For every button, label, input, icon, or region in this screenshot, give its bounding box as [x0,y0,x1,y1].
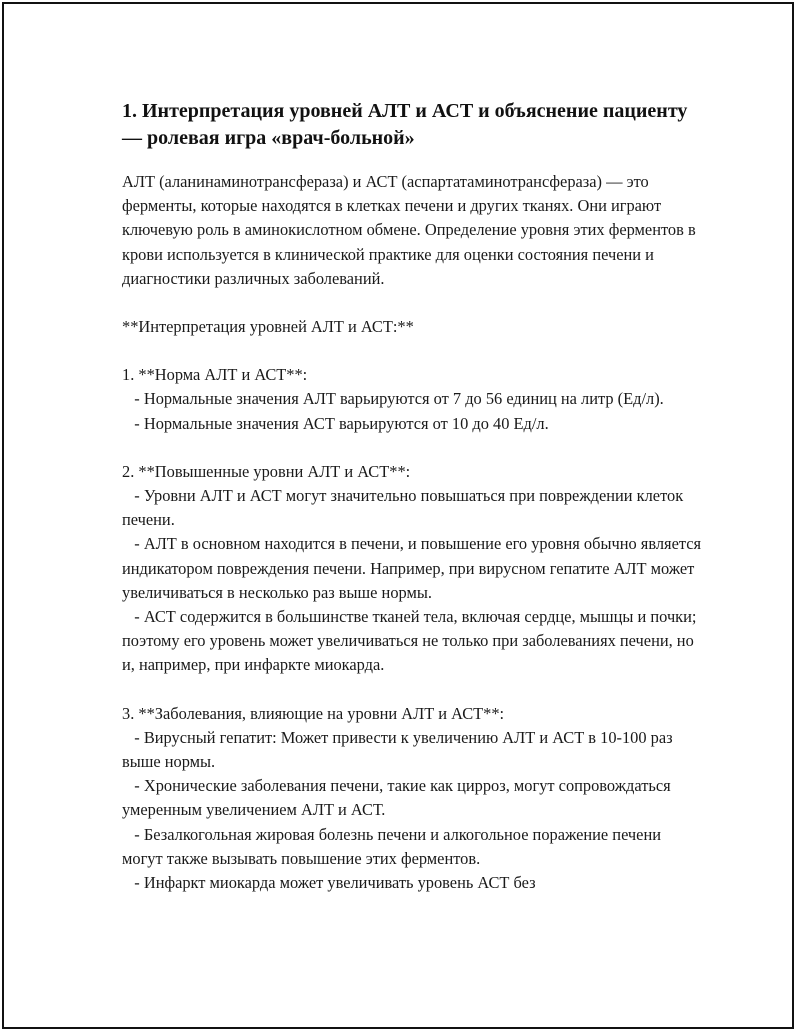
intro-paragraph: АЛТ (аланинаминотрансфераза) и АСТ (аспартатаминотрансфераза) — это ферменты, которые находятся в клетках печени и других тканях. Они играют ключевую роль в аминокислотном обмене. Определение уровня этих ферментов в крови используется в клинической практике для оценки состояния печени и диагностики различных заболеваний. [122,172,700,288]
item2-heading: 2. **Повышенные уровни АЛТ и АСТ**: [122,461,411,481]
list-item: - Нормальные значения АСТ варьируются от 10 до 40 Ед/л. [122,413,549,433]
list-item: - Уровни АЛТ и АСТ могут значительно повышаться при повреждении клеток печени. [122,486,688,530]
list-item: - АСТ содержится в большинстве тканей тела, включая сердце, мышцы и почки; поэтому его уровень может увеличиваться не только при заболеваниях печени, но и, например, при инфаркте миокарда. [122,607,701,675]
list-item: - Безалкогольная жировая болезнь печени и алкогольное поражение печени могут также вызывать повышение этих ферментов. [122,824,666,868]
list-item: - Вирусный гепатит: Может привести к увеличению АЛТ и АСТ в 10-100 раз выше нормы. [122,727,677,772]
spacer [122,678,702,702]
list-item: - Инфаркт миокарда может увеличивать уровень АСТ без [122,873,536,893]
section-heading: **Интерпретация уровней АЛТ и АСТ:** [122,317,414,337]
list-item: - Нормальные значения АЛТ варьируются от 7 до 56 единиц на литр (Ед/л). [122,389,664,409]
item3-heading: 3. **Заболевания, влияющие на уровни АЛТ и АСТ**: [122,703,505,723]
spacer [122,339,702,363]
list-item: - Хронические заболевания печени, такие как цирроз, могут сопровождаться умеренным увеличением АЛТ и АСТ. [122,776,675,820]
document-body [122,98,706,895]
list-item: - АЛТ в основном находится в печени, и повышение его уровня обычно является индикатором повреждения печени. Например, при вирусном гепатите АЛТ может увеличиваться в несколько раз выше нормы. [122,534,706,602]
page-frame [2,2,794,1029]
spacer [122,436,702,460]
document-title: 1. Интерпретация уровней АЛТ и АСТ и объяснение пациенту — ролевая игра «врач-больной» [122,100,688,149]
spacer [122,291,702,315]
item1-heading: 1. **Норма АЛТ и АСТ**: [122,365,308,385]
